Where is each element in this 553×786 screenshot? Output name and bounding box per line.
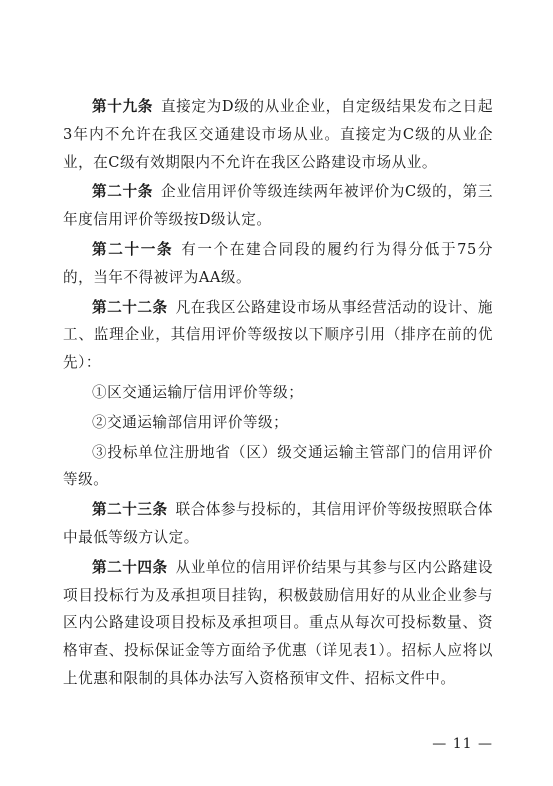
article-21 xyxy=(63,236,493,292)
article-number: 第十九条 xyxy=(92,98,153,115)
article-number: 第二十条 xyxy=(92,183,154,201)
article-number: 第二十四条 xyxy=(92,558,168,576)
list-item: ②交通运输部信用评价等级； xyxy=(92,413,289,431)
article-24 xyxy=(63,554,493,693)
article-text: 企业信用评价等级连续两年被评价为C级的，第三年度信用评价等级按D级认定。 xyxy=(63,183,493,229)
article-19 xyxy=(63,93,493,176)
article-text: 凡在我区公路建设市场从事经营活动的设计、施工、监理企业，其信用评价等级按以下顺序引用（排序在前的优先）： xyxy=(63,298,493,372)
article-23 xyxy=(63,496,493,552)
article-20 xyxy=(63,178,493,234)
list-item: ③投标单位注册地省（区）级交通运输主管部门的信用评价等级。 xyxy=(63,443,493,489)
article-22 xyxy=(63,294,493,377)
document-body xyxy=(63,93,493,695)
article-number: 第二十一条 xyxy=(92,240,174,258)
list-item: ①区交通运输厅信用评价等级； xyxy=(92,383,304,401)
article-number: 第二十三条 xyxy=(92,501,168,519)
page-number: — 11 — xyxy=(432,736,493,752)
article-text: 联合体参与投标的，其信用评价等级按照联合体中最低等级方认定。 xyxy=(63,501,493,546)
article-text: 直接定为D级的从业企业，自定级结果发布之日起3年内不允许在我区交通建设市场从业。直接定为C级的从业企业，在C级有效期限内不允许在我区公路建设市场从业。 xyxy=(63,98,493,171)
article-text: 从业单位的信用评价结果与其参与区内公路建设项目投标行为及承担项目挂钩，积极鼓励信用好的从业企业参与区内公路建设项目投标及承担项目。重点从每次可投标数量、资格审查、投标保证金等方面给予优惠（详见表1）。招标人应将以上优惠和限制的具体办法写入资格预审文件、招标文件中。 xyxy=(63,558,493,687)
article-text: 有一个在建合同段的履约行为得分低于75分的，当年不得被评为AA级。 xyxy=(63,240,493,286)
article-number: 第二十二条 xyxy=(92,298,168,316)
